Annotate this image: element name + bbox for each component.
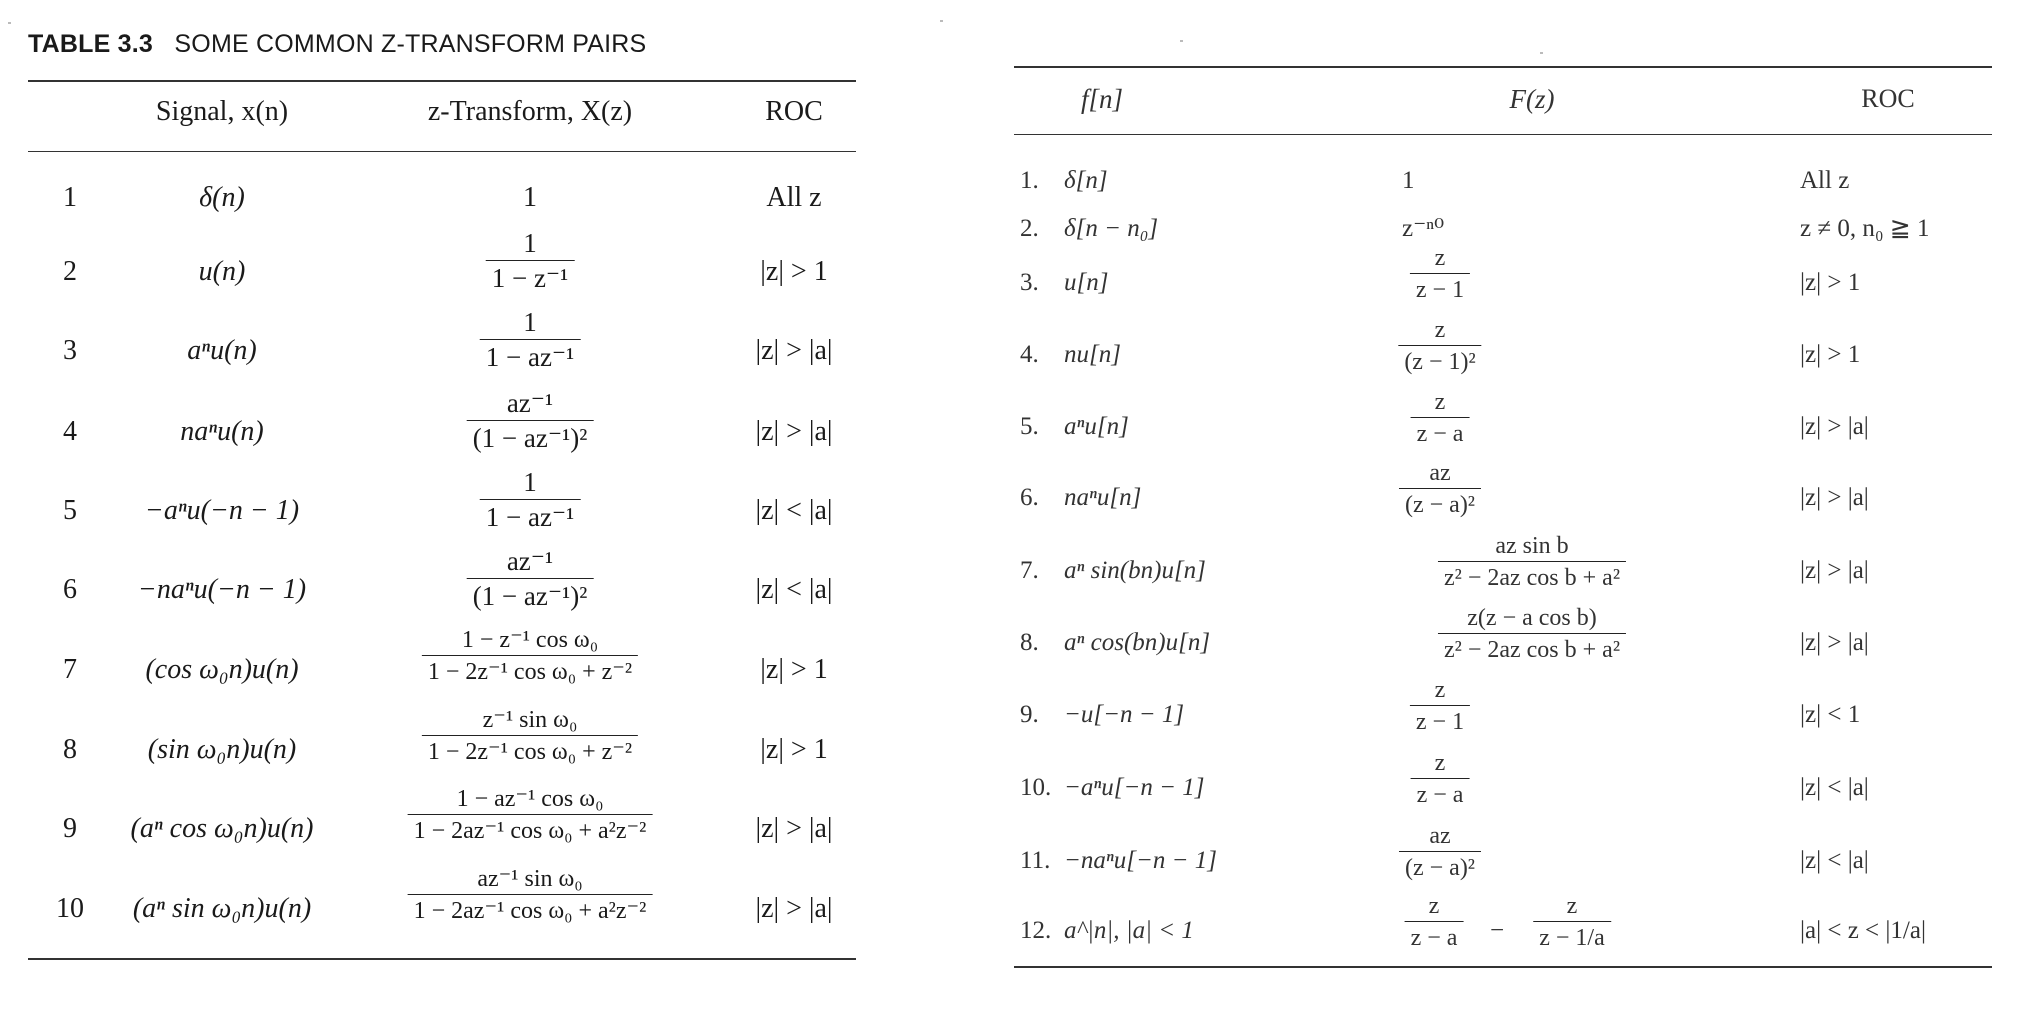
denominator: z − a	[1416, 421, 1464, 447]
transform-cell: 1	[1402, 167, 1415, 194]
roc-cell: |z| > |a|	[1800, 557, 1869, 584]
right-header-signal: f[n]	[1080, 84, 1124, 114]
minus-sign: −	[1490, 917, 1505, 944]
signal-cell: u[n]	[1064, 269, 1109, 296]
table-title	[28, 32, 646, 57]
right-header-transform: F(z)	[1509, 84, 1555, 114]
right-header-rule	[1014, 134, 1992, 135]
denominator: (z − a)²	[1404, 492, 1476, 518]
row-number: 4	[63, 416, 77, 447]
numerator: az sin b	[1495, 533, 1569, 559]
left-top-rule	[28, 80, 856, 82]
signal-cell: δ[n]	[1064, 167, 1108, 194]
scan-speck	[940, 20, 943, 22]
row-number: 3.	[1020, 269, 1039, 296]
roc-cell: |z| < |a|	[1800, 847, 1869, 874]
denominator: 1 − az⁻¹	[485, 502, 575, 532]
transform-fraction	[486, 230, 575, 292]
denominator: z − 1	[1415, 709, 1465, 735]
row-number: 7	[63, 654, 77, 685]
denominator: z² − 2az cos b + a²	[1443, 637, 1621, 663]
row-number: 9.	[1020, 701, 1039, 728]
numerator: 1	[523, 467, 537, 497]
numerator: z	[1434, 389, 1446, 415]
transform-fraction	[467, 390, 594, 452]
signal-cell: aⁿ cos(bn)u[n]	[1064, 629, 1211, 656]
numerator: az	[1429, 460, 1451, 486]
row-number: 6.	[1020, 484, 1039, 511]
transform-fraction	[1399, 461, 1481, 517]
row-number: 8	[63, 734, 77, 765]
row-number: 3	[63, 335, 77, 366]
signal-cell: aⁿ sin(bn)u[n]	[1064, 557, 1206, 584]
transform-fraction	[1398, 318, 1481, 374]
denominator: 1 − 2az⁻¹ cos ω₀ + a²z⁻²	[413, 818, 647, 844]
numerator: 1 − z⁻¹ cos ω₀	[461, 627, 599, 653]
row-number: 10	[56, 893, 84, 924]
scan-speck	[1180, 40, 1183, 42]
row-number: 8.	[1020, 629, 1039, 656]
row-number: 6	[63, 574, 77, 605]
row-number: 5	[63, 495, 77, 526]
numerator: z	[1434, 677, 1446, 703]
denominator: (1 − az⁻¹)²	[472, 581, 588, 611]
denominator: (1 − az⁻¹)²	[472, 423, 588, 453]
denominator: z² − 2az cos b + a²	[1443, 565, 1621, 591]
row-number: 4.	[1020, 341, 1039, 368]
row-number: 11.	[1020, 847, 1051, 874]
signal-cell: (aⁿ cos ω₀n)u(n)	[130, 813, 314, 844]
row-number: 7.	[1020, 557, 1039, 584]
left-bottom-rule	[28, 958, 856, 960]
row-number: 12.	[1020, 917, 1052, 944]
roc-cell: |z| < 1	[1800, 701, 1861, 728]
transform-fraction	[1411, 751, 1470, 807]
roc-cell: |z| > |a|	[755, 416, 833, 447]
roc-cell: |z| > 1	[760, 734, 828, 765]
roc-cell: |z| > |a|	[1800, 413, 1869, 440]
table-caption: SOME COMMON Z-TRANSFORM PAIRS	[174, 30, 647, 58]
row-number: 1.	[1020, 167, 1039, 194]
left-header-rule	[28, 151, 856, 152]
transform-fraction	[1399, 824, 1481, 880]
roc-cell: |z| > |a|	[755, 335, 833, 366]
denominator: 1 − az⁻¹	[485, 342, 575, 372]
denominator: z − a	[1416, 782, 1464, 808]
roc-cell: |z| > 1	[1800, 269, 1861, 296]
roc-cell: |z| < |a|	[1800, 774, 1869, 801]
denominator: z − a	[1410, 925, 1458, 951]
roc-cell: |z| > |a|	[755, 893, 833, 924]
left-header-signal: Signal, x(n)	[155, 96, 289, 127]
roc-cell: |z| > 1	[760, 256, 828, 287]
denominator: z − 1	[1415, 277, 1465, 303]
denominator: 1 − z⁻¹	[491, 263, 569, 293]
table-number: TABLE 3.3	[28, 30, 153, 58]
roc-cell: |z| > 1	[1800, 341, 1861, 368]
transform-fraction	[1410, 678, 1470, 734]
signal-cell: aⁿu[n]	[1064, 413, 1129, 440]
signal-cell: (cos ω₀n)u(n)	[145, 654, 299, 685]
numerator: az	[1429, 823, 1451, 849]
signal-cell: nu[n]	[1064, 341, 1121, 368]
numerator: z	[1434, 750, 1446, 776]
signal-cell: −naⁿu(−n − 1)	[137, 574, 307, 605]
scan-speck	[8, 22, 11, 24]
left-header-transform: z-Transform, X(z)	[427, 96, 633, 127]
row-number: 9	[63, 813, 77, 844]
scan-speck	[1540, 52, 1543, 54]
roc-cell: All z	[766, 182, 822, 213]
row-number: 5.	[1020, 413, 1039, 440]
numerator: z	[1434, 245, 1446, 271]
signal-cell: aⁿu(n)	[187, 335, 257, 366]
roc-cell: |z| > |a|	[755, 813, 833, 844]
row-number: 2	[63, 256, 77, 287]
signal-cell: −aⁿu[−n − 1]	[1064, 774, 1205, 801]
transform-cell: 1	[523, 182, 537, 213]
roc-cell: |z| > |a|	[1800, 629, 1869, 656]
roc-cell: |z| < |a|	[755, 574, 833, 605]
transform-fraction	[1410, 246, 1470, 302]
transform-fraction	[422, 708, 638, 764]
right-bottom-rule	[1014, 966, 1992, 968]
denominator: 1 − 2z⁻¹ cos ω₀ + z⁻²	[427, 739, 633, 765]
numerator: az⁻¹ sin ω₀	[477, 866, 583, 892]
transform-fraction-2	[1533, 894, 1611, 950]
row-number: 1	[63, 182, 77, 213]
transform-fraction	[422, 628, 638, 684]
signal-cell: a^|n|, |a| < 1	[1064, 917, 1194, 944]
transform-fraction	[480, 309, 581, 371]
denominator: (z − a)²	[1404, 855, 1476, 881]
signal-cell: −aⁿu(−n − 1)	[144, 495, 300, 526]
numerator: z(z − a cos b)	[1467, 605, 1597, 631]
transform-fraction	[1411, 390, 1470, 446]
signal-cell: naⁿu[n]	[1064, 484, 1142, 511]
denominator: z − 1/a	[1539, 925, 1605, 951]
transform-fraction	[408, 787, 653, 843]
signal-cell: u(n)	[198, 256, 246, 287]
numerator: z	[1434, 317, 1446, 343]
roc-cell: |z| > 1	[760, 654, 828, 685]
numerator: z	[1428, 893, 1440, 919]
transform-cell: z⁻ⁿ⁰	[1402, 215, 1445, 242]
transform-fraction	[1438, 606, 1626, 662]
signal-cell: −naⁿu[−n − 1]	[1064, 847, 1217, 874]
roc-cell: All z	[1800, 167, 1850, 194]
numerator: z	[1566, 893, 1578, 919]
numerator: 1	[523, 228, 537, 258]
signal-cell: δ(n)	[199, 182, 245, 213]
signal-cell: δ[n − n₀]	[1064, 215, 1159, 242]
right-top-rule	[1014, 66, 1992, 68]
denominator: 1 − 2z⁻¹ cos ω₀ + z⁻²	[427, 659, 633, 685]
numerator: az⁻¹	[506, 546, 554, 576]
transform-fraction	[480, 469, 581, 531]
signal-cell: naⁿu(n)	[180, 416, 264, 447]
transform-fraction	[1405, 894, 1464, 950]
numerator: z⁻¹ sin ω₀	[482, 707, 578, 733]
numerator: 1 − az⁻¹ cos ω₀	[456, 786, 604, 812]
numerator: 1	[523, 307, 537, 337]
denominator: (z − 1)²	[1404, 349, 1476, 375]
row-number: 2.	[1020, 215, 1039, 242]
roc-cell: |z| > |a|	[1800, 484, 1869, 511]
signal-cell: (sin ω₀n)u(n)	[147, 734, 297, 765]
transform-fraction	[408, 867, 653, 923]
roc-cell: z ≠ 0, n₀ ≧ 1	[1800, 215, 1930, 242]
roc-cell: |a| < z < |1/a|	[1800, 917, 1926, 944]
row-number: 10.	[1020, 774, 1052, 801]
numerator: az⁻¹	[506, 388, 554, 418]
transform-fraction	[1438, 534, 1626, 590]
roc-cell: |z| < |a|	[755, 495, 833, 526]
left-header-roc: ROC	[765, 96, 823, 127]
denominator: 1 − 2az⁻¹ cos ω₀ + a²z⁻²	[413, 898, 647, 924]
transform-fraction	[467, 548, 594, 610]
right-header-roc: ROC	[1861, 84, 1915, 113]
signal-cell: (aⁿ sin ω₀n)u(n)	[132, 893, 312, 924]
signal-cell: −u[−n − 1]	[1064, 701, 1185, 728]
